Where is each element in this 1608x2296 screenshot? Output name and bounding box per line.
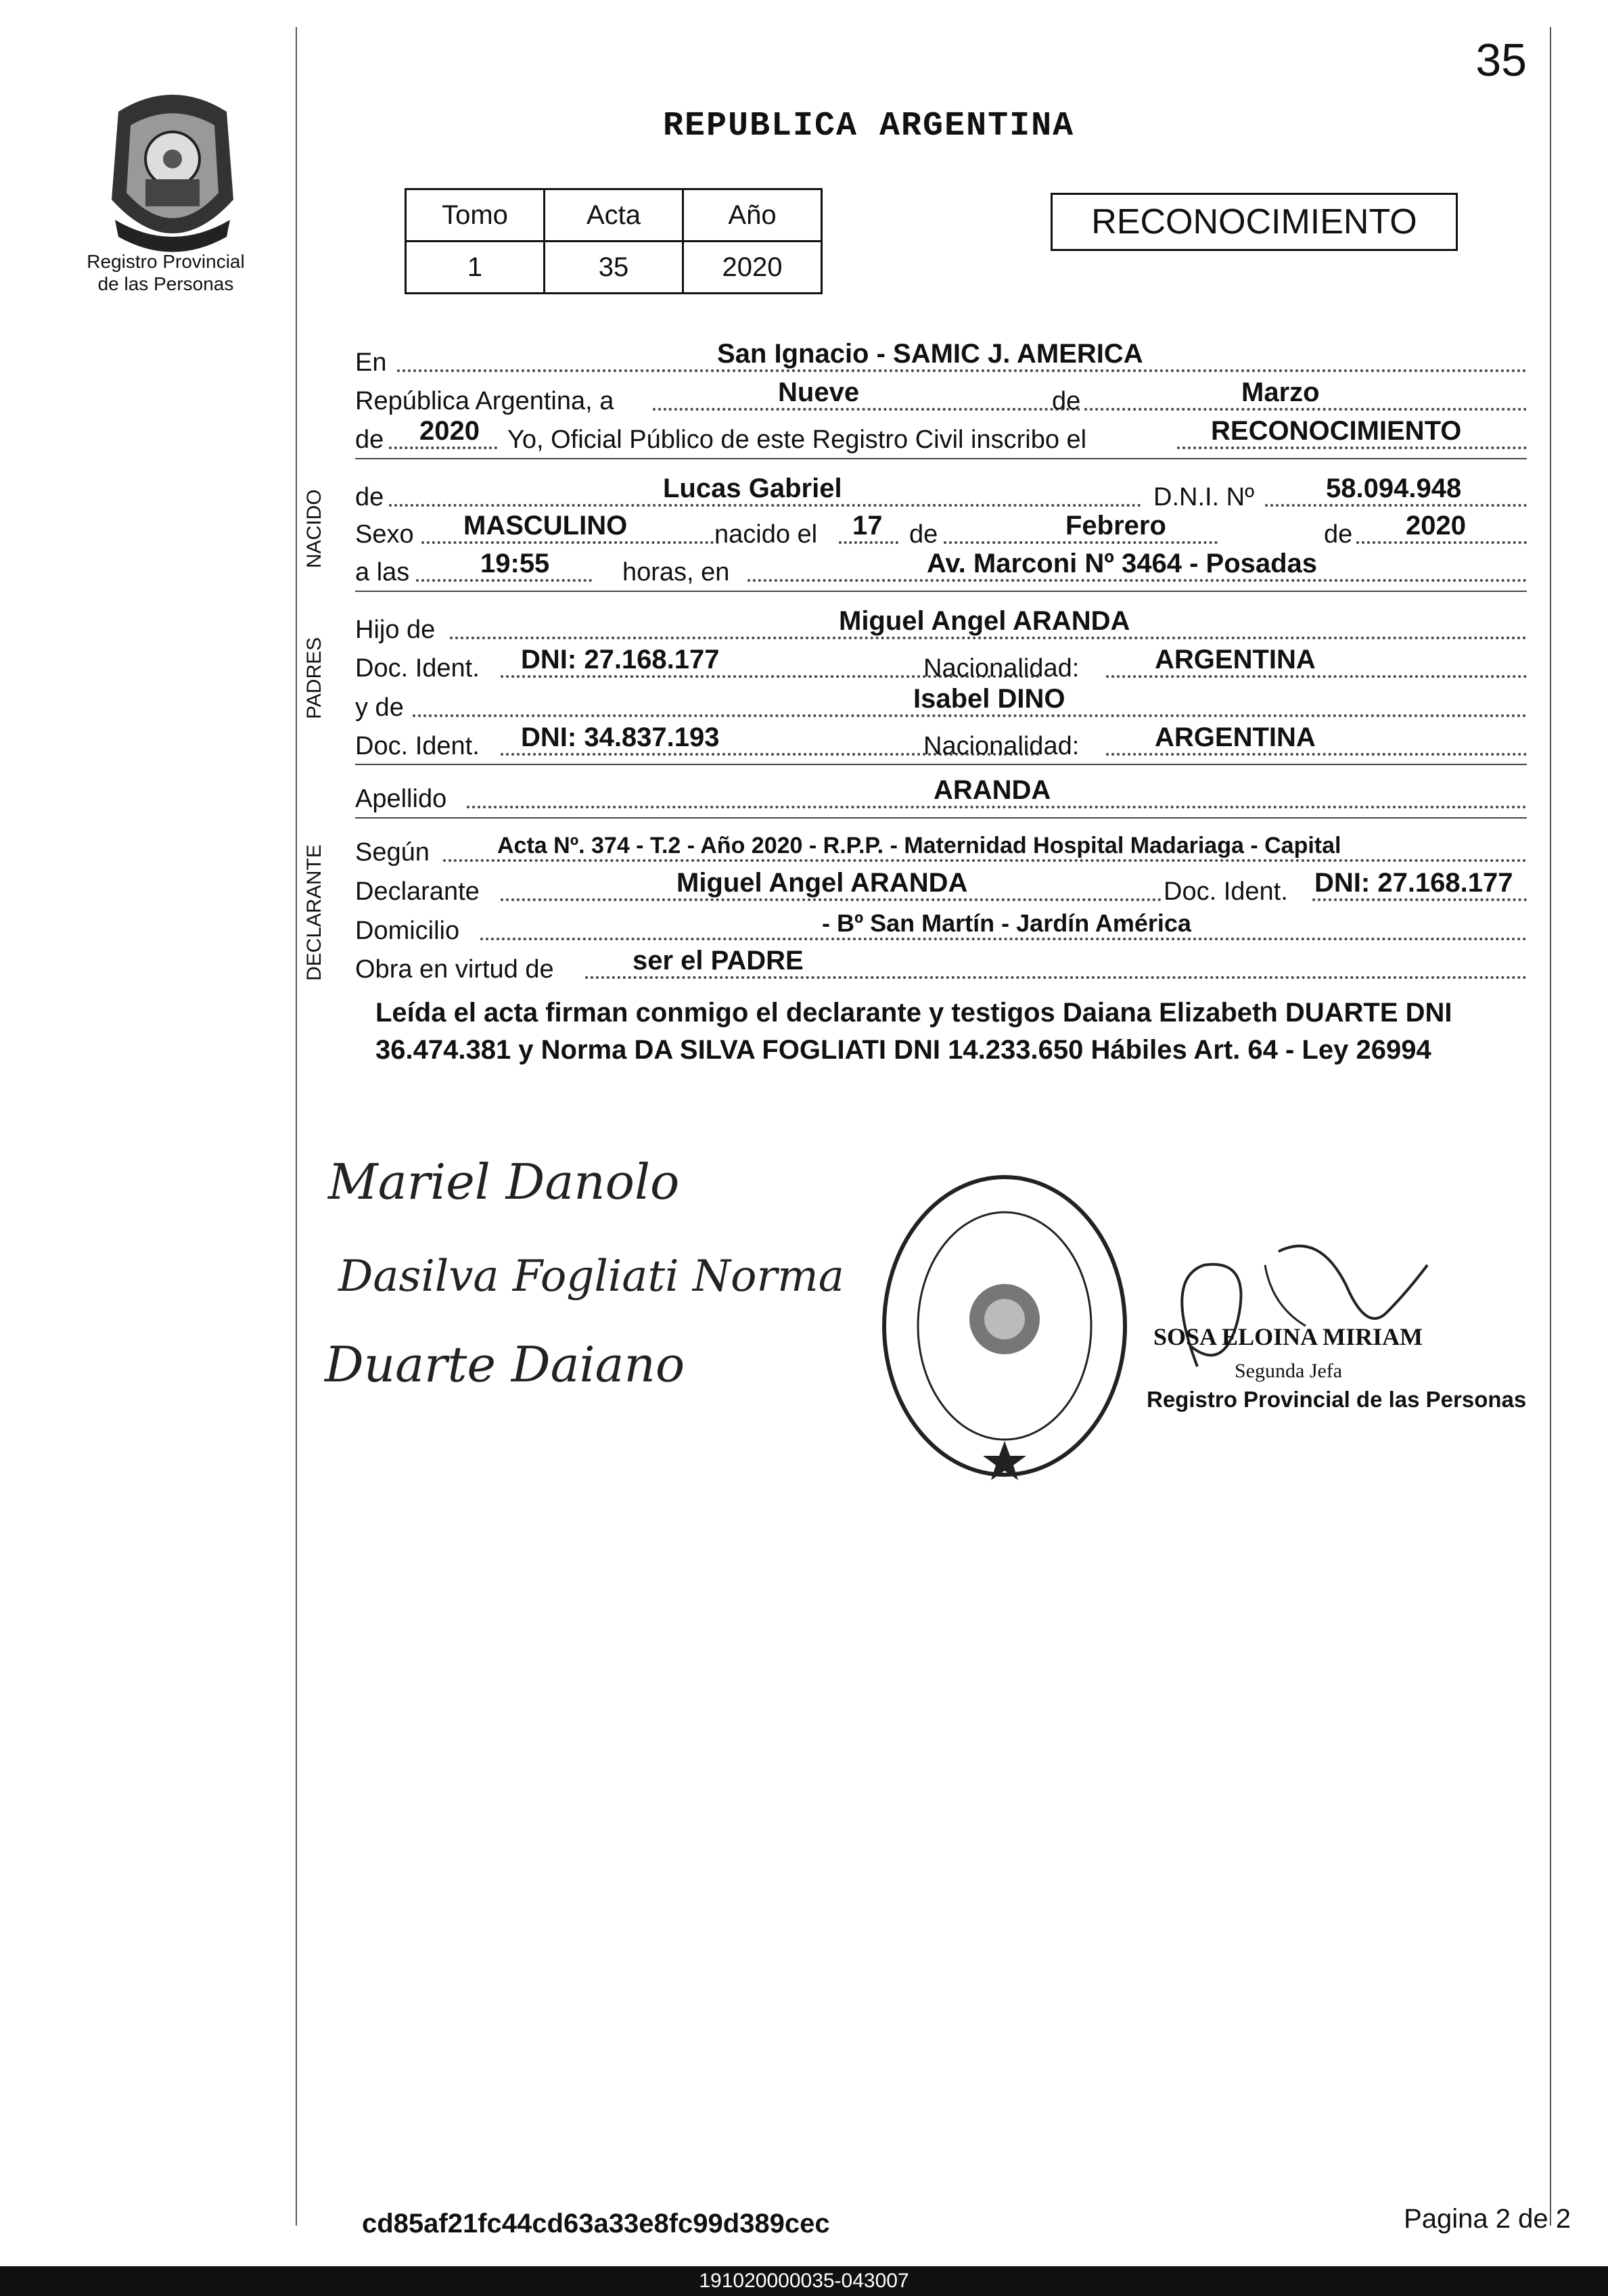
label-apellido: Apellido [355, 785, 447, 813]
value-birth-day: 17 [852, 511, 883, 541]
closing-statement: Leída el acta firman conmigo el declarante y testigos Daiana Elizabeth DUARTE DNI 36.474.381 y Norma DA SILVA FOGLIATI DNI 14.233.650 Hábiles Art. 64 - Ley 26994 [375, 998, 1452, 1065]
official-name: SOSA ELOINA MIRIAM [1153, 1323, 1423, 1350]
right-margin-line [1550, 27, 1551, 2226]
label-de-birth-year: de [1324, 520, 1353, 549]
row-father-doc [355, 643, 1527, 683]
label-nacido-el: nacido el [714, 520, 818, 549]
label-declarante: Declarante [355, 877, 480, 906]
value-birth-month: Febrero [1065, 511, 1166, 541]
row-obra [355, 944, 1527, 984]
value-birth-time: 19:55 [480, 549, 550, 578]
row-sexo [355, 509, 1527, 549]
label-hijo-de: Hijo de [355, 616, 436, 644]
logo-caption-line2: de las Personas [97, 273, 234, 294]
label-en: En [355, 348, 387, 377]
value-father-doc: DNI: 27.168.177 [521, 645, 720, 674]
value-segun: Acta Nº. 374 - T.2 - Año 2020 - R.P.P. - Maternidad Hospital Madariaga - Capital [497, 833, 1341, 858]
separator-2 [355, 591, 1527, 592]
document-hash: cd85af21fc44cd63a33e8fc99d389cec [362, 2209, 830, 2238]
value-sex: MASCULINO [463, 511, 628, 541]
handwritten-signature-2: Dasilva Fogliati Norma [338, 1252, 844, 1302]
label-mother-doc: Doc. Ident. [355, 732, 480, 760]
value-month: Marzo [1241, 377, 1320, 407]
label-domicilio: Domicilio [355, 917, 460, 945]
row-a-las [355, 547, 1527, 587]
value-domicilio: - Bº San Martín - Jardín América [822, 909, 1191, 937]
label-de-month: de [1052, 387, 1081, 415]
row-y-de [355, 682, 1527, 722]
section-label-padres: PADRES [303, 637, 325, 719]
official-office: Registro Provincial de las Personas [1147, 1387, 1527, 1412]
label-father-doc: Doc. Ident. [355, 654, 480, 683]
official-title: Segunda Jefa [1235, 1360, 1343, 1382]
label-horas: horas, en [622, 558, 730, 587]
section-label-nacido: NACIDO [303, 489, 325, 568]
row-hijo-de [355, 604, 1527, 645]
row-nacido-name [355, 472, 1527, 512]
value-place: San Ignacio - SAMIC J. AMERICA [717, 339, 1143, 369]
value-declarante: Miguel Angel ARANDA [676, 868, 968, 898]
row-year [355, 414, 1527, 455]
pagination: Pagina 2 de 2 [1404, 2204, 1571, 2234]
label-y-de: y de [355, 693, 404, 722]
separator-3 [355, 764, 1527, 765]
label-sexo: Sexo [355, 520, 414, 549]
label-dni: D.N.I. Nº [1153, 483, 1254, 511]
row-republica [355, 375, 1527, 416]
value-father: Miguel Angel ARANDA [839, 606, 1130, 636]
row-en [355, 337, 1527, 377]
register-header-anio: Año [683, 189, 822, 242]
logo-caption-line1: Registro Provincial [87, 251, 245, 272]
label-a-las: a las [355, 558, 410, 587]
value-mother: Isabel DINO [913, 684, 1065, 714]
provincia-misiones-logo [98, 85, 247, 260]
row-domicilio [355, 905, 1527, 946]
value-birth-year: 2020 [1406, 511, 1466, 541]
value-declarante-doc: DNI: 27.168.177 [1314, 868, 1513, 898]
value-father-nat: ARGENTINA [1155, 645, 1316, 674]
label-de-year: de [355, 426, 384, 454]
label-de-birth-month: de [909, 520, 938, 549]
label-obra: Obra en virtud de [355, 955, 554, 984]
row-mother-doc [355, 720, 1527, 761]
separator-4 [355, 817, 1527, 819]
value-act-type: RECONOCIMIENTO [1211, 416, 1462, 446]
value-mother-doc: DNI: 34.837.193 [521, 722, 720, 752]
label-declarante-doc: Doc. Ident. [1164, 877, 1288, 906]
value-year: 2020 [419, 416, 480, 446]
register-table [405, 188, 823, 294]
row-apellido [355, 773, 1527, 814]
country-title: REPUBLICA ARGENTINA [663, 107, 1075, 145]
register-header-acta: Acta [545, 189, 683, 242]
document-type-box: RECONOCIMIENTO [1051, 193, 1458, 251]
handwritten-signature-1: Mariel Danolo [328, 1153, 680, 1210]
handwritten-signature-3: Duarte Daiano [325, 1336, 685, 1393]
label-yo: Yo, Oficial Público de este Registro Civil inscribo el [507, 426, 1087, 454]
label-segun: Según [355, 838, 430, 867]
value-day: Nueve [778, 377, 860, 407]
register-value-tomo: 1 [406, 242, 545, 294]
separator-1 [355, 458, 1527, 459]
official-stamp [876, 1170, 1133, 1482]
label-father-nat: Nacionalidad: [923, 654, 1080, 683]
label-de-name: de [355, 483, 384, 511]
register-value-acta: 35 [545, 242, 683, 294]
register-header-tomo: Tomo [406, 189, 545, 242]
register-value-anio: 2020 [683, 242, 822, 294]
page-number: 35 [1475, 35, 1527, 86]
left-margin-line [296, 27, 297, 2226]
label-republica: República Argentina, a [355, 387, 614, 415]
value-mother-nat: ARGENTINA [1155, 722, 1316, 752]
section-label-declarante: DECLARANTE [303, 844, 325, 981]
row-segun [355, 827, 1527, 867]
footer-barcode-text: 191020000035-043007 [0, 2266, 1608, 2296]
value-apellido: ARANDA [934, 775, 1051, 805]
value-child-name: Lucas Gabriel [663, 474, 842, 503]
logo-caption [68, 250, 264, 295]
row-declarante [355, 866, 1527, 906]
value-birth-place: Av. Marconi Nº 3464 - Posadas [927, 549, 1318, 578]
value-child-dni: 58.094.948 [1326, 474, 1462, 503]
value-obra: ser el PADRE [633, 946, 804, 975]
label-mother-nat: Nacionalidad: [923, 732, 1080, 760]
